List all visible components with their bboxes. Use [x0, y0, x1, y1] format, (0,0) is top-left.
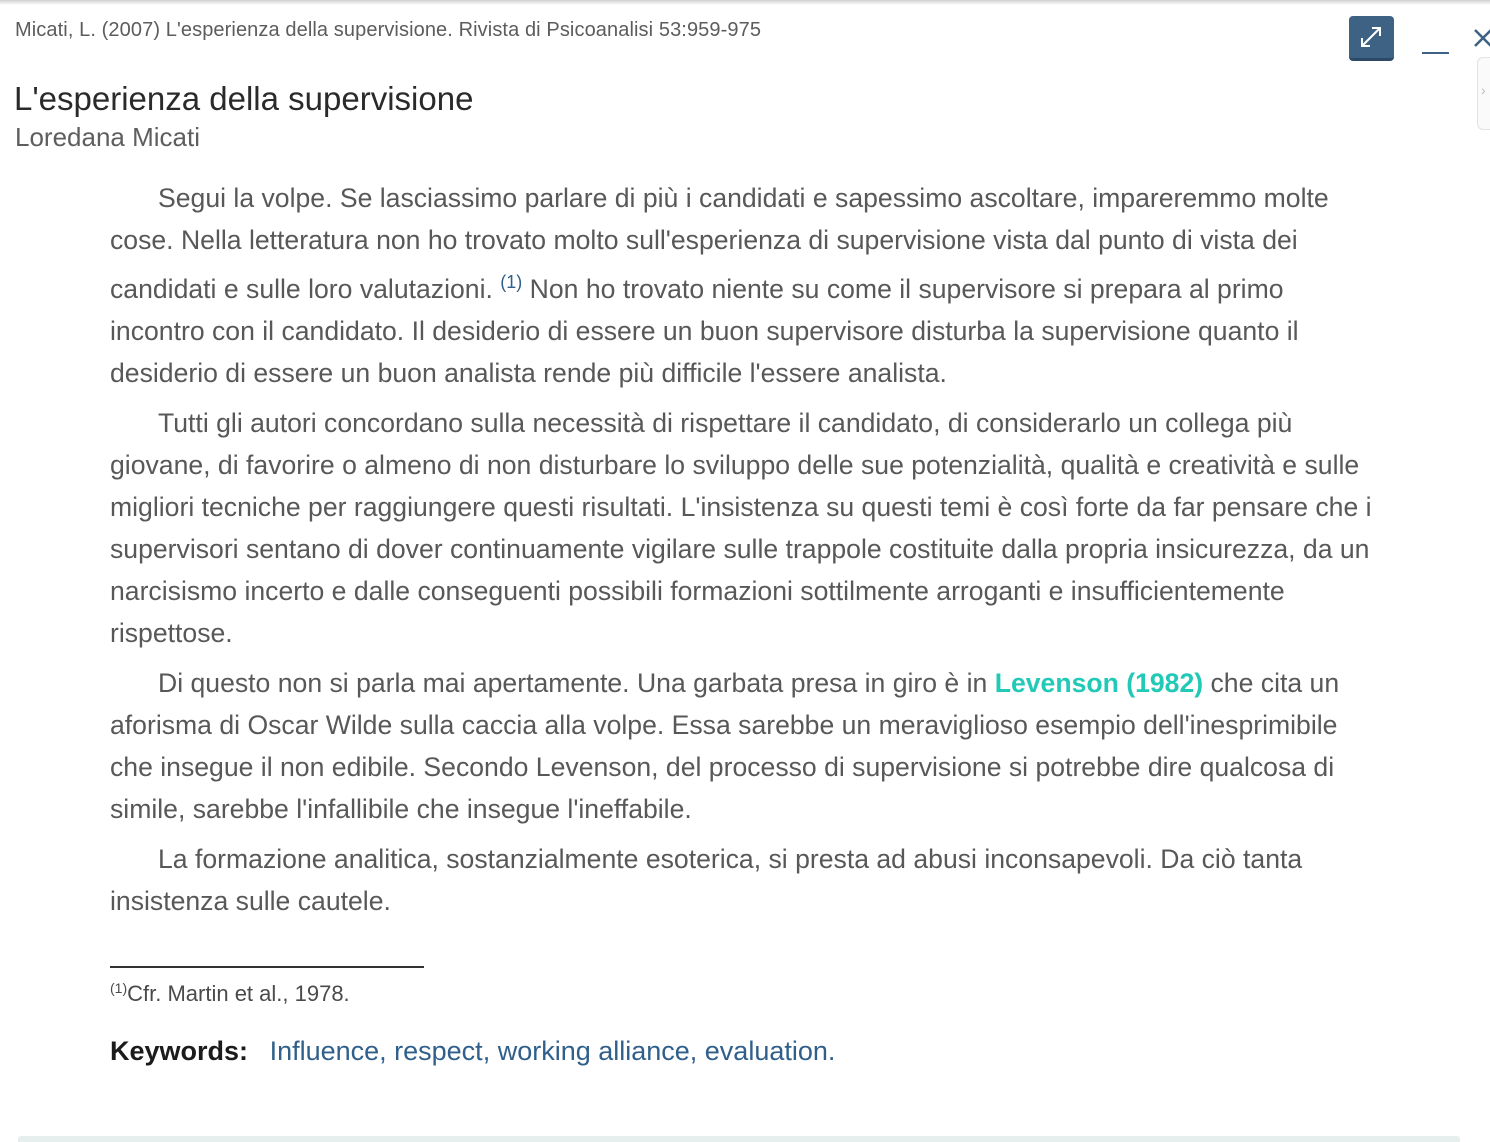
paragraph-4: La formazione analitica, sostanzialmente esoterica, si presta ad abusi inconsapevoli. Da ciò tanta insistenza sulle cautele.	[110, 844, 1303, 916]
reference-link-levenson[interactable]: Levenson (1982)	[994, 668, 1204, 698]
paragraph-text: Segui la volpe. Se lasciassimo parlare di più i candidati e sapessimo ascoltare, impareremmo molte cose. Nella letteratura non ho trovato molto sull'esperienza di supervisione vista dal punto di vista dei candidati e sulle loro valutazioni.	[110, 183, 1329, 304]
article-body	[110, 177, 1372, 930]
top-shadow	[0, 0, 1490, 5]
paragraph-3	[110, 662, 1372, 830]
close-icon	[1473, 28, 1490, 48]
footnote-text: Cfr. Martin et al., 1978.	[127, 981, 350, 1006]
paragraph-1	[110, 177, 1372, 394]
footnote-marker: (1)	[110, 980, 128, 996]
footnote-reference[interactable]: (1)	[500, 272, 523, 292]
window-controls	[1270, 16, 1490, 64]
expand-button[interactable]	[1349, 16, 1394, 61]
keywords	[110, 1036, 835, 1067]
citation-header: Micati, L. (2007) L'esperienza della supervisione. Rivista di Psicoanalisi 53:959-975	[15, 19, 762, 41]
article-author: Loredana Micati	[15, 122, 200, 152]
paragraph-text: Non ho trovato niente su come il supervisore si prepara al primo incontro con il candidato. Il desiderio di essere un buon supervisore disturba la supervisione quanto il desiderio di essere un buon analista rende più difficile l'essere analista.	[110, 274, 1299, 388]
keywords-values[interactable]: Influence, respect, working alliance, evaluation.	[269, 1036, 836, 1066]
bottom-panel-edge	[18, 1136, 1460, 1142]
close-button[interactable]	[1470, 22, 1490, 56]
keywords-label: Keywords:	[110, 1036, 249, 1066]
article-title: L'esperienza della supervisione	[14, 80, 474, 117]
expand-arrows-icon	[1358, 24, 1384, 50]
chevron-right-icon: ›	[1481, 82, 1486, 98]
footnote-divider	[110, 966, 424, 968]
minimize-button[interactable]	[1418, 20, 1452, 56]
paragraph-text: Di questo non si parla mai apertamente. Una garbata presa in giro è in	[158, 668, 995, 698]
side-panel-toggle[interactable]	[1477, 57, 1490, 130]
footnote	[110, 980, 350, 1007]
paragraph-2: Tutti gli autori concordano sulla necessità di rispettare il candidato, di considerarlo un collega più giovane, di favorire o almeno di non disturbare lo sviluppo delle sue potenzialità, qualità e creatività e sulle migliori tecniche per raggiungere questi risultati. L'insistenza su questi temi è così forte da far pensare che i supervisori sentano di dover continuamente vigilare sulle trappole costituite dalla propria insicurezza, da un narcisismo incerto e dalle conseguenti possibili formazioni sottilmente arroganti e insufficientemente rispettose.	[110, 408, 1372, 648]
paragraph-text: che cita un aforisma di Oscar Wilde sulla caccia alla volpe. Essa sarebbe un meraviglioso esempio dell'inesprimibile che insegue il non edibile. Secondo Levenson, del processo di supervisione si potrebbe dire qualcosa di simile, sarebbe l'infallibile che insegue l'ineffabile.	[110, 668, 1340, 824]
